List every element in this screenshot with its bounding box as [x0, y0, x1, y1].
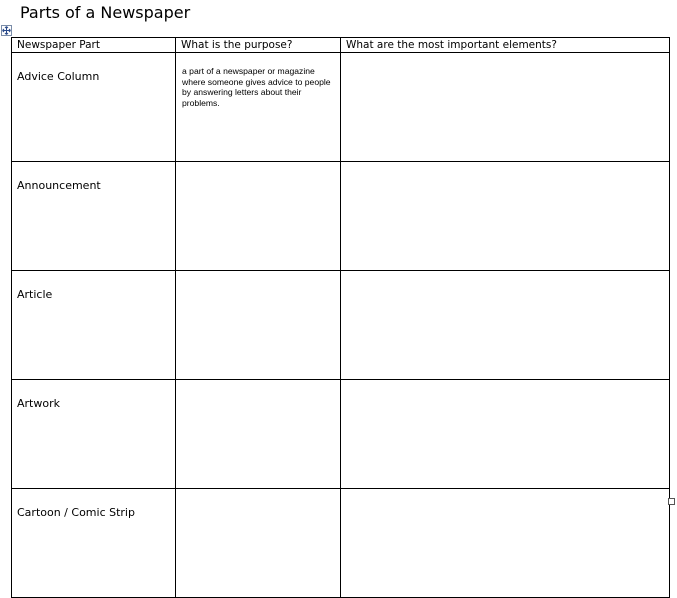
table-move-handle-icon[interactable] [1, 25, 12, 36]
table-row [12, 489, 670, 598]
header-newspaper-part: Newspaper Part [12, 38, 176, 53]
elements-cell[interactable] [341, 380, 670, 489]
table-resize-handle-icon[interactable] [668, 498, 675, 505]
header-important-elements: What are the most important elements? [341, 38, 670, 53]
part-name-cell[interactable]: Artwork [12, 380, 176, 489]
purpose-cell[interactable] [176, 380, 341, 489]
table-row [12, 53, 670, 162]
elements-cell[interactable] [341, 162, 670, 271]
part-name-cell[interactable]: Advice Column [12, 53, 176, 162]
part-name-cell[interactable]: Cartoon / Comic Strip [12, 489, 176, 598]
table-row [12, 380, 670, 489]
part-name-cell[interactable]: Article [12, 271, 176, 380]
table-row [12, 271, 670, 380]
elements-cell[interactable] [341, 53, 670, 162]
purpose-cell[interactable]: a part of a newspaper or magazine where someone gives advice to people by answering letters about their problems. [176, 53, 341, 162]
header-purpose: What is the purpose? [176, 38, 341, 53]
elements-cell[interactable] [341, 271, 670, 380]
newspaper-parts-table [11, 37, 670, 598]
purpose-cell[interactable] [176, 271, 341, 380]
table-header-row [12, 38, 670, 53]
part-name-cell[interactable]: Announcement [12, 162, 176, 271]
elements-cell[interactable] [341, 489, 670, 598]
table-row [12, 162, 670, 271]
page-title: Parts of a Newspaper [20, 3, 191, 22]
purpose-cell[interactable] [176, 489, 341, 598]
purpose-cell[interactable] [176, 162, 341, 271]
